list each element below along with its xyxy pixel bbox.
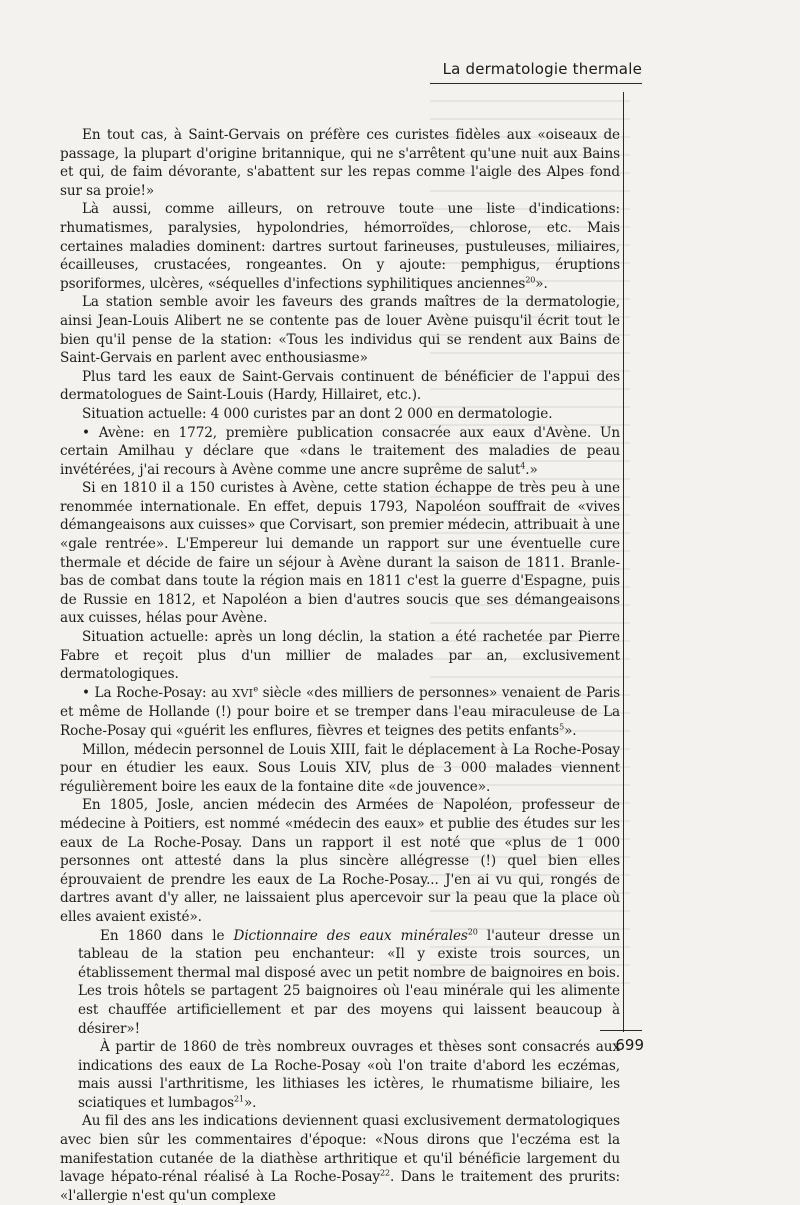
header-rule [430,83,642,84]
paragraph: À partir de 1860 de très nombreux ouvrages et thèses sont consacrés aux indications des eaux de La Roche-Posay «où l'on traite d'abord les eczémas, mais aussi l'arthritisme, les lithiases les ictères, le rhumatisme biliaire, les sciatiques et lumbagos$^{21}$». [78,1039,620,1111]
paragraph: En 1860 dans le Dictionnaire des eaux minérales$^{20}$ l'auteur dresse un tableau de la station peu enchanteur: «Il y existe trois sources, un établissement thermal mal disposé avec un petit nombre de baignoires en bois. Les trois hôtels se partagent 25 baignoires où l'eau minérale qui les alimente est chauffée artificiellement et par des moyens qui laissent beaucoup à désirer»! [78,927,620,1037]
paragraph: Si en 1810 il a 150 curistes à Avène, cette station échappe de très peu à une renommée internationale. En effet, depuis 1793, Napoléon souffrait de «vives démangeaisons aux cuisses» que Corvisart, son premier médecin, attribuait à une «gale rentrée». L'Empereur lui demande un rapport sur une éventuelle cure thermale et décide de faire un séjour à Avène durant la saison de 1811. Branle-bas de combat dans toute la région mais en 1811 c'est la guerre d'Espagne, puis de Russie en 1812, et Napoléon a bien d'autres soucis que ses démangeaisons aux cuisses, hélas pour Avène. [60,480,620,627]
paragraph: • La Roche-Posay: au XVIe siècle «des milliers de personnes» venaient de Paris et même de Hollande (!) pour boire et se tremper dans l'eau miraculeuse de La Roche-Posay qui «guérit les enflures, fièvres et teignes des petits enfants$^5$». [60,684,620,739]
paragraph: Plus tard les eaux de Saint-Gervais continuent de bénéficier de l'appui des dermatologues de Saint-Louis (Hardy, Hillairet, etc.). [60,368,620,404]
footnote-ref: 4 [520,461,526,471]
footnote-ref: 21 [233,1094,244,1104]
page-number: 699 [615,1036,644,1054]
footnote-ref: 20 [525,275,536,285]
running-title: La dermatologie thermale [442,60,642,78]
paragraph: La station semble avoir les faveurs des grands maîtres de la dermatologie, ainsi Jean-Louis Alibert ne se contente pas de louer Avène puisqu'il écrit tout le bien qu'il pense de la station: «Tous les individus qui se rendent aux Bains de Saint-Gervais en parlent avec enthousiasme» [60,294,620,367]
paragraph: Au fil des ans les indications deviennent quasi exclusivement dermatologiques avec bien sûr les commentaires d'époque: «Nous dirons que l'eczéma est la manifestation cutanée de la diathèse arthritique et qu'il bénéficie largement du lavage hépato-rénal réalisé à La Roche-Posay$^{22}$. Dans le traitement des prurits: «l'allergie n'est qu'un complexe [60,1113,620,1204]
paragraph: Là aussi, comme ailleurs, on retrouve toute une liste d'indications: rhumatismes, paralysies, hypolondries, hémorroïdes, chlorose, etc. Mais certaines maladies dominent: dartres surtout farineuses, pustuleuses, miliaires, écailleuses, crustacées, rongeantes. On y ajoute: pemphigus, éruptions psoriformes, ulcères, «séquelles d'infections syphilitiques anciennes$^{20}$». [60,201,620,292]
footer-rule [600,1030,642,1031]
margin-rule [623,92,624,1032]
body-text [60,126,620,1205]
footnote-ref: 5 [559,722,565,732]
paragraph: En tout cas, à Saint-Gervais on préfère ces curistes fidèles aux «oiseaux de passage, la plupart d'origine britannique, qui ne s'arrêtent qu'une nuit aux Bains et qui, de faim dévorante, s'abattent sur les repas comme l'aigle des Alpes fond sur sa proie!» [60,127,620,199]
footnote-ref: 22 [380,1168,390,1178]
paragraph: Situation actuelle: après un long déclin, la station a été rachetée par Pierre Fabre et reçoit plus d'un millier de malades par an, exclusivement dermatologiques. [60,629,620,683]
footnote-ref: 20 [467,927,478,936]
paragraph: • Avène: en 1772, première publication consacrée aux eaux d'Avène. Un certain Amilhau y déclare que «dans le traitement des maladies de peau invétérées, j'ai recours à Avène comme une ancre suprême de salut$^4$.» [60,424,620,478]
century-numeral: XVI [232,686,254,700]
ordinal-suffix: e [253,684,258,694]
book-title: Dictionnaire des eaux minérales [233,927,468,944]
paragraph: Situation actuelle: 4 000 curistes par an dont 2 000 en dermatologie. [82,405,553,422]
paragraph: Millon, médecin personnel de Louis XIII, fait le déplacement à La Roche-Posay pour en étudier les eaux. Sous Louis XIV, plus de 3 000 malades viennent régulièrement boire les eaux de la fontaine dite «de jouvence». [60,741,620,795]
paragraph: En 1805, Josle, ancien médecin des Armées de Napoléon, professeur de médecine à Poitiers, est nommé «médecin des eaux» et publie des études sur les eaux de La Roche-Posay. Dans un rapport il est noté que «plus de 1 000 personnes ont attesté dans la plus sincère allégresse (!) quel bien elles éprouvaient de prendre les eaux de La Roche-Posay... J'en ai vu qui, rongés de dartres avant d'y aller, ne laissaient plus apercevoir sur la peau que la place où elles avaient existé». [60,797,620,925]
